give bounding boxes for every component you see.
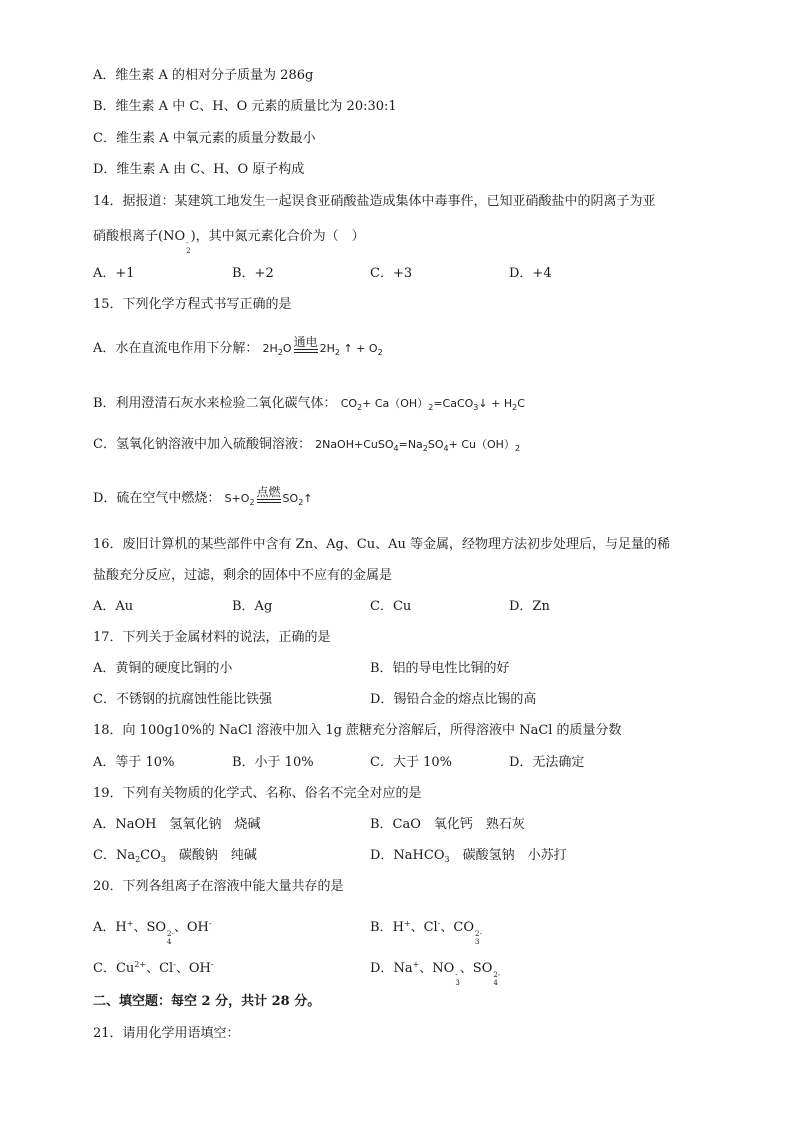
q16-stem-line2: 盐酸充分反应，过滤，剩余的固体中不应有的金属是	[93, 568, 393, 583]
q20-option-d: D．Na+、NO - 3 、SO 2- 4	[370, 960, 501, 987]
q15-d-equation: $S+O_2$ 点燃 $SO_2↑$	[224, 485, 313, 507]
q15-b-equation: $CO_2+$ $Ca(OH)_2=CaCO_3↓ + H_2C$	[340, 397, 525, 412]
q17-option-d: D．锡铅合金的熔点比锡的高	[370, 692, 537, 707]
q18-option-b: B．小于 10%	[232, 755, 314, 770]
q14-option-b: B．+2	[232, 266, 274, 281]
q16-stem-line1: 16．废旧计算机的某些部件中含有 Zn、Ag、Cu、Au 等金属，经物理方法初步处理后，与足量的稀	[93, 537, 671, 552]
q14-option-d: D．+4	[509, 266, 552, 281]
q21-stem: 21．请用化学用语填空：	[93, 1026, 240, 1041]
q15-c-equation: $2NaOH+CuSO_4=Na_2SO_4+ Cu(OH)_2$	[315, 438, 521, 453]
q19-option-c: C．$Na_2CO_3$ 碳酸钠 纯碱	[93, 848, 257, 864]
q20-option-c: C．$Cu^{2+}$、Cl-、OH-	[93, 960, 214, 976]
q15-option-d: D．硫在空气中燃烧： $S+O_2$ 点燃 $SO_2↑$	[93, 485, 313, 507]
q17-option-c: C．不锈钢的抗腐蚀性能比铁强	[93, 692, 272, 707]
q18-option-d: D．无法确定	[509, 755, 585, 770]
q19-option-a: A．NaOH 氢氧化钠 烧碱	[93, 817, 261, 832]
q17-stem: 17．下列关于金属材料的说法，正确的是	[93, 630, 331, 645]
q13-option-a: A．维生素 A 的相对分子质量为 286g	[93, 68, 314, 83]
q17-option-a: A．黄铜的硬度比铜的小	[93, 661, 233, 676]
q16-option-d: D．Zn	[509, 599, 550, 614]
q15-option-b: B．利用澄清石灰水来检验二氧化碳气体： $CO_2+$ $Ca(OH)_2=CaCO_3↓ + H_2C$	[93, 396, 525, 412]
q18-option-c: C．大于 10%	[370, 755, 452, 770]
q13-option-d: D．维生素 A 由 C、H、O 原子构成	[93, 162, 305, 177]
q20-option-a: A．H+、SO 2- 4 、OH-	[93, 919, 212, 946]
q15-a-equation: $2H_2O$ 通电 $2H_2$ ↑ + $O_2$	[262, 335, 383, 357]
q14-option-a: A．+1	[93, 266, 135, 281]
q14-option-c: C．+3	[370, 266, 413, 281]
q19-option-b: B．CaO 氧化钙 熟石灰	[370, 817, 525, 832]
q16-option-b: B．Ag	[232, 599, 273, 614]
q20-stem: 20．下列各组离子在溶液中能大量共存的是	[93, 879, 344, 894]
q13-option-c: C．维生素 A 中氧元素的质量分数最小	[93, 131, 316, 146]
q13-option-b: B．维生素 A 中 C、H、O 元素的质量比为 20:30:1	[93, 99, 397, 114]
q18-stem: 18．向 100g10%的 NaCl 溶液中加入 1g 蔗糖充分溶解后，所得溶液中 NaCl 的质量分数	[93, 723, 622, 738]
q17-option-b: B．铝的导电性比铜的好	[370, 661, 510, 676]
q15-stem: 15．下列化学方程式书写正确的是	[93, 297, 292, 312]
q15-option-a: A．水在直流电作用下分解： $2H_2O$ 通电 $2H_2$ ↑ + $O_2$	[93, 335, 383, 357]
q14-stem-line2: 硝酸根离子(NO - 2 )，其中氮元素化合价为（ ）	[93, 229, 365, 255]
q19-stem: 19．下列有关物质的化学式、名称、俗名不完全对应的是	[93, 786, 422, 801]
q19-option-d: D．NaHCO$_3$ 碳酸氢钠 小苏打	[370, 848, 567, 864]
q14-stem-line1: 14．据报道：某建筑工地发生一起误食亚硝酸盐造成集体中毒事件，已知亚硝酸盐中的阴离子为亚	[93, 194, 656, 209]
q20-option-b: B．H+、Cl-、CO 2- 3	[370, 919, 482, 946]
q16-option-c: C．Cu	[370, 599, 412, 614]
q18-option-a: A．等于 10%	[93, 755, 175, 770]
q16-option-a: A．Au	[93, 599, 134, 614]
section-title-fill-in: 二、填空题：每空 2 分，共计 28 分。	[93, 994, 321, 1009]
q15-option-c: C．氢氧化钠溶液中加入硫酸铜溶液： $2NaOH+CuSO_4=Na_2SO_4+ Cu(OH)_2$	[93, 437, 521, 453]
